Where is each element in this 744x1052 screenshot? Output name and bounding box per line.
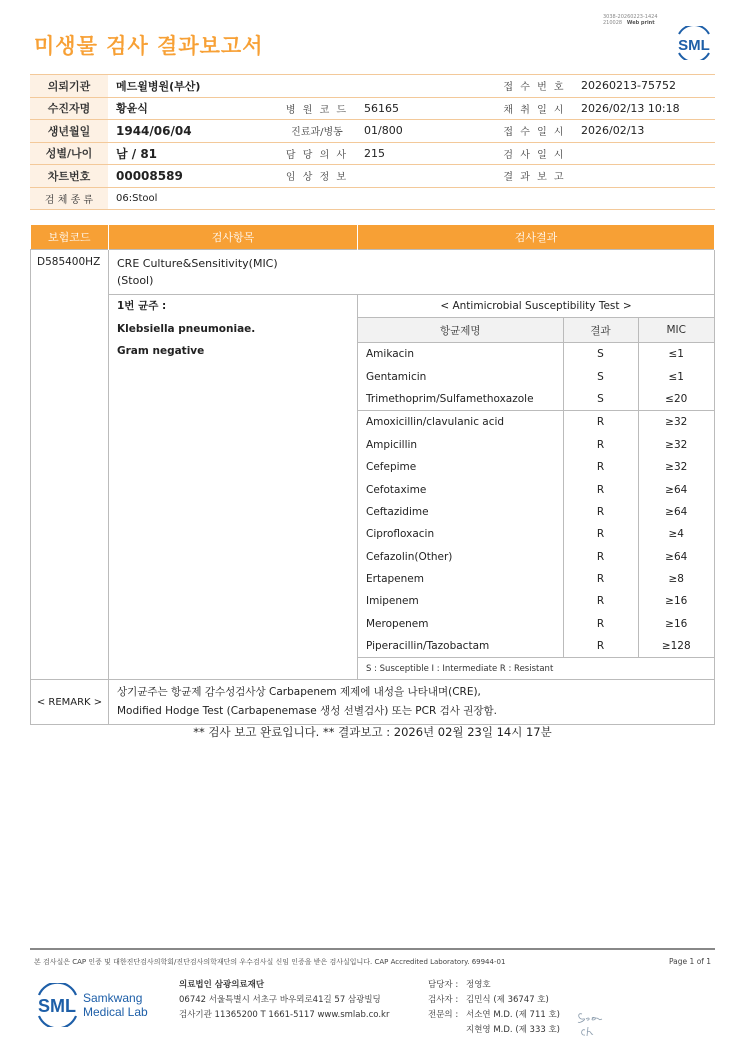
info-row (30, 165, 715, 188)
staff-role: 전문의 : (428, 1010, 459, 1020)
ast-drug-name: Ceftazidime (366, 505, 429, 518)
footer-logo-text: SML (38, 996, 76, 1016)
remark-line-1: 상기균주는 항균제 감수성검사상 Carbapenem 제제에 내성을 나타내며(CRE), (117, 686, 481, 699)
footer-divider (30, 948, 715, 950)
value-empty (573, 187, 715, 210)
ast-row (358, 411, 714, 434)
label-patient-name: 수진자명 (30, 97, 108, 120)
gram-stain: Gram negative (117, 345, 205, 357)
insurance-code: D585400HZ (31, 250, 109, 680)
ast-drug-name: Cefazolin(Other) (366, 550, 453, 563)
ast-result: S (563, 343, 638, 366)
ast-result: R (563, 456, 638, 478)
ast-result: R (563, 568, 638, 590)
value-doctor: 215 (356, 142, 496, 165)
ast-result: R (563, 478, 638, 500)
label-birth-date: 생년월일 (30, 120, 108, 143)
value-accession: 20260213-75752 (573, 75, 715, 98)
ast-drug-name: Amoxicillin/clavulanic acid (358, 411, 563, 434)
ast-drug-name: Cefotaxime (366, 483, 427, 496)
ast-header-result: 결과 (563, 318, 638, 343)
footer-logo-name-2: Medical Lab (83, 1005, 148, 1019)
label-receipt-time: 접 수 일 시 (496, 120, 573, 143)
value-requester: 메드윌병원(부산) (108, 75, 278, 98)
ast-row (358, 523, 714, 545)
lab-contact: 검사기관 11365200 T 1661-5117 www.smlab.co.kr (179, 1010, 390, 1020)
accreditation-note: 본 검사실은 CAP 인증 및 대한진단검사의학회/진단검사의학재단의 우수검사실 신임 인증을 받은 검사실입니다. CAP Accredited Laboratory. 69944-01 (34, 958, 506, 966)
ast-row (358, 343, 714, 366)
ast-result: R (563, 523, 638, 545)
ast-drug-name: Ciprofloxacin (366, 528, 435, 541)
label-collection-time: 채 취 일 시 (496, 97, 573, 120)
ast-drug-name: Gentamicin (366, 370, 427, 383)
ast-row (358, 434, 714, 456)
value-empty (356, 187, 496, 210)
ast-mic: ≤20 (638, 388, 714, 411)
svg-text:SML: SML (678, 37, 710, 54)
ast-drug-name: Cefepime (366, 461, 417, 474)
info-row (30, 142, 715, 165)
ast-mic: ≥64 (638, 546, 714, 568)
label-empty (496, 187, 573, 210)
ast-mic: ≤1 (638, 343, 714, 366)
label-report-time: 결 과 보 고 (496, 165, 573, 188)
signature-image (576, 1008, 610, 1044)
remark-line-2: Modified Hodge Test (Carbapenemase 생성 선별검사) 또는 PCR 검사 권장함. (117, 705, 497, 718)
label-sex-age: 성별/나이 (30, 142, 108, 165)
label-requester: 의뢰기관 (30, 75, 108, 98)
completion-note: ** 검사 보고 완료입니다. ** 결과보고 : 2026년 02월 23일 14시 17분 (193, 725, 552, 739)
lab-organization: 의료법인 삼광의료재단 (179, 980, 265, 990)
staff-role: 검사자 : (428, 995, 459, 1005)
ast-mic: ≥32 (638, 434, 714, 456)
value-clinical-info (356, 165, 496, 188)
value-chart-number: 00008589 (108, 165, 278, 188)
ast-mic: ≥16 (638, 613, 714, 635)
result-table (30, 225, 715, 725)
ast-mic: ≥8 (638, 568, 714, 590)
staff-name: 지현영 M.D. (제 333 호) (466, 1025, 561, 1035)
info-row (30, 75, 715, 98)
ast-result: R (563, 590, 638, 612)
web-print-label: Web print (626, 20, 655, 26)
ast-row (358, 613, 714, 635)
ast-drug-name: Imipenem (366, 595, 419, 608)
ast-result: R (563, 501, 638, 523)
ast-result: R (563, 635, 638, 658)
ast-mic: ≥64 (638, 478, 714, 500)
ast-row (358, 568, 714, 590)
remark-label: < REMARK > (31, 680, 109, 725)
ast-drug-name: Ampicillin (366, 438, 418, 451)
ast-legend: S : Susceptible I : Intermediate R : Resistant (358, 658, 714, 680)
ast-row (358, 590, 714, 612)
ast-result: R (563, 411, 638, 434)
info-row (30, 97, 715, 120)
value-test-time (573, 142, 715, 165)
ast-row (358, 456, 714, 478)
organism-label: 1번 균주 : (117, 300, 167, 312)
ast-drug-name: Trimethoprim/Sulfamethoxazole (366, 392, 534, 405)
ast-row (358, 546, 714, 568)
ast-result: S (563, 365, 638, 387)
ast-table (358, 295, 714, 679)
ast-row (358, 635, 714, 658)
ast-header-drug: 항균제명 (358, 318, 563, 343)
ast-mic: ≥64 (638, 501, 714, 523)
label-empty (278, 187, 356, 210)
label-department: 진료과/병동 (278, 120, 356, 143)
ast-title: < Antimicrobial Susceptibility Test > (358, 295, 714, 318)
ast-mic: ≥4 (638, 523, 714, 545)
label-clinical-info: 임 상 정 보 (278, 165, 356, 188)
lab-address: 06742 서울특별시 서초구 바우뫼로41길 57 삼광빌딩 (179, 995, 381, 1005)
staff-name: 정영호 (466, 980, 491, 990)
ast-cell (358, 295, 715, 680)
header-test-item: 검사항목 (109, 225, 358, 250)
print-code-line2: 210028 (603, 20, 623, 26)
ast-mic: ≥32 (638, 411, 714, 434)
ast-result: R (563, 613, 638, 635)
header-insurance-code: 보험코드 (31, 225, 109, 250)
remark-cell (109, 680, 715, 725)
value-hospital-code: 56165 (356, 97, 496, 120)
organism-name: Klebsiella pneumoniae. (117, 322, 256, 335)
organism-cell (109, 295, 358, 680)
value-blank (356, 75, 496, 98)
patient-info-table (30, 74, 715, 210)
report-title: 미생물 검사 결과보고서 (34, 34, 264, 58)
ast-mic: ≤1 (638, 365, 714, 387)
label-chart-number: 차트번호 (30, 165, 108, 188)
ast-result: S (563, 388, 638, 411)
page-number: Page 1 of 1 (669, 957, 712, 966)
ast-header-mic: MIC (638, 318, 714, 343)
value-department: 01/800 (356, 120, 496, 143)
staff-role: 담당자 : (428, 980, 459, 990)
ast-row (358, 365, 714, 387)
value-birth-date: 1944/06/04 (108, 120, 278, 143)
label-accession: 접 수 번 호 (496, 75, 573, 98)
footer-logo-name-1: Samkwang (83, 991, 143, 1005)
label-specimen-type: 검 체 종 류 (30, 187, 108, 210)
info-row (30, 120, 715, 143)
specimen-name: (Stool) (117, 274, 154, 287)
sml-logo (673, 26, 715, 60)
ast-result: R (563, 546, 638, 568)
ast-row (358, 501, 714, 523)
value-patient-name: 황윤식 (108, 97, 278, 120)
value-collection-time: 2026/02/13 10:18 (573, 97, 715, 120)
label-blank (278, 75, 356, 98)
staff-name: 서소연 M.D. (제 711 호) (466, 1010, 561, 1020)
test-name-cell (109, 250, 715, 295)
value-specimen-type: 06:Stool (108, 187, 278, 210)
test-name: CRE Culture&Sensitivity(MIC) (117, 257, 278, 270)
value-receipt-time: 2026/02/13 (573, 120, 715, 143)
ast-rows (358, 343, 714, 658)
print-code (603, 14, 658, 26)
lab-address-block (179, 978, 389, 1023)
ast-drug-name: Piperacillin/Tazobactam (366, 640, 490, 653)
ast-row (358, 478, 714, 500)
samkwang-logo (36, 983, 154, 1031)
ast-mic: ≥32 (638, 456, 714, 478)
header-test-result: 검사결과 (358, 225, 715, 250)
ast-mic: ≥128 (638, 635, 714, 658)
staff-name: 김민식 (제 36747 호) (466, 995, 549, 1005)
ast-drug-name: Amikacin (366, 348, 415, 361)
staff-block (428, 978, 560, 1038)
label-doctor: 담 당 의 사 (278, 142, 356, 165)
print-code-line1: 3038-20260223-1424 (603, 14, 658, 20)
ast-row (358, 388, 714, 411)
ast-drug-name: Ertapenem (366, 573, 424, 586)
ast-mic: ≥16 (638, 590, 714, 612)
info-row (30, 187, 715, 210)
ast-result: R (563, 434, 638, 456)
value-report-time (573, 165, 715, 188)
ast-drug-name: Meropenem (366, 617, 429, 630)
label-hospital-code: 병 원 코 드 (278, 97, 356, 120)
value-sex-age: 남 / 81 (108, 142, 278, 165)
label-test-time: 검 사 일 시 (496, 142, 573, 165)
